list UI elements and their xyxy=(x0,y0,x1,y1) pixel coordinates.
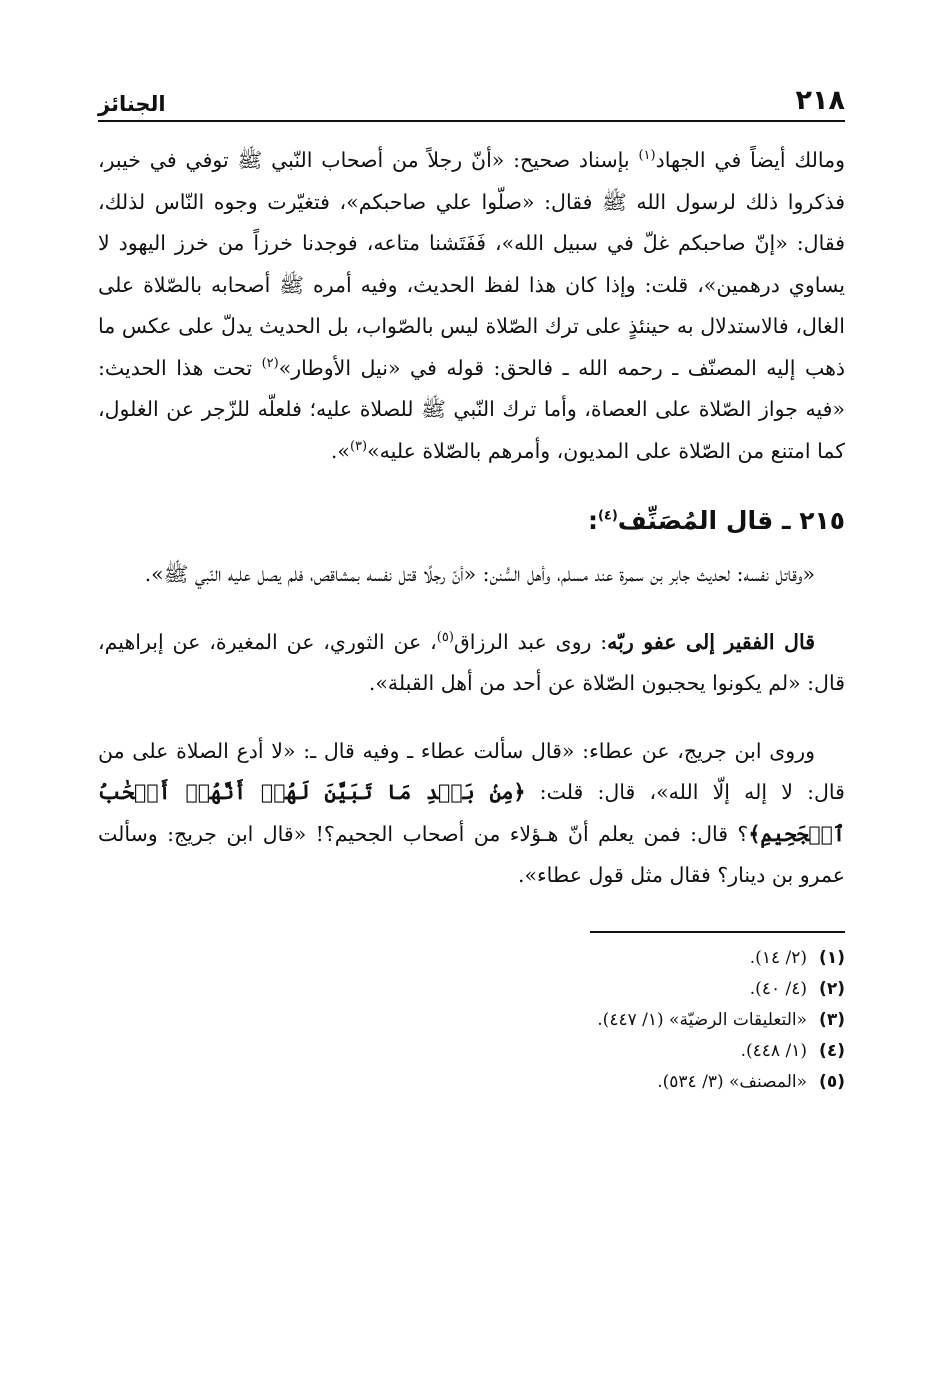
footnote-divider xyxy=(590,931,845,933)
text-segment: وروى ابن جريج، عن عطاء: «قال سألت عطاء ـ وفيه قال ـ: «لا أدع الصلاة على من قال: لا إله إلّا الله»، قال: قلت: xyxy=(98,738,845,804)
paragraph-abd-al-razzaq xyxy=(98,622,845,705)
text-segment: ؟ قال: فمن يعلم أنّ هـؤلاء من أصحاب الجحيم؟! «قال ابن جريج: وسألت عمرو بن دينار؟ فقال مثل قول عطاء». xyxy=(98,821,845,887)
quran-verse: ﴿مِنۢ بَعۡدِ مَا تَبَيَّنَ لَهُمۡ أَنَّهُمۡ أَصۡحَٰبُ ٱلۡجَحِيمِ﴾ xyxy=(98,780,845,846)
page-number: ٢١٨ xyxy=(795,85,845,116)
footnote-5 xyxy=(98,1067,845,1098)
text-segment: ، عن الثوري، عن المغيرة، عن إبراهيم، قال: «لم يكونوا يحجبون الصّلاة عن أحد من أهل القبلة». xyxy=(98,629,845,695)
footnote-ref-3[interactable]: (٣) xyxy=(349,438,368,454)
footnote-ref-4[interactable]: (٤) xyxy=(597,508,618,524)
footnote-text: (٤/ ٤٠). xyxy=(749,978,807,999)
paragraph-suicide-ruling: «وقاتل نفسه: لحديث جابر بن سمرة عند مسلم، وأهل السُّنن: «أنّ رجلًا قتل نفسه بمشاقص، فلم يصل عليه النّبي ﷺ». xyxy=(144,562,815,586)
footnote-text: (١/ ٤٤٨). xyxy=(740,1040,807,1061)
section-heading-215 xyxy=(98,500,845,542)
footnote-number: (٣) xyxy=(819,1009,845,1030)
text-segment: بإسناد صحيح: «أنّ رجلاً من أصحاب النّبي ﷺ توفي في خيبر، فذكروا ذلك لرسول الله ﷺ فقال: «صلّوا علي صاحبكم»، فتغيّرت وجوه النّاس لذلك، فقال: «إنّ صاحبكم غلّ في سبيل الله»، فَفَتَشنا متاعه، فوجدنا خرزاً من خرز اليهود لا يساوي درهمين»، قلت: وإذا كان هذا لفظ الحديث، وفيه أمره ﷺ أصحابه بالصّلاة على الغال، فالاستدلال به حينئذٍ على ترك الصّلاة ليس بالصّواب، بل الحديث يدلّ على عكس ما ذهب إليه المصنّف ـ رحمه الله ـ فالحق: قوله في «نيل الأوطار» xyxy=(98,148,846,380)
footnote-number: (١) xyxy=(819,947,845,968)
footnote-ref-2[interactable]: (٢) xyxy=(261,355,279,371)
running-header xyxy=(98,80,845,122)
footnote-2 xyxy=(98,974,845,1005)
footnote-3 xyxy=(98,1005,845,1036)
paragraph-ibn-jurayj xyxy=(98,731,845,897)
footnote-number: (٥) xyxy=(819,1071,845,1092)
text-segment: ومالك أيضاً في الجهاد xyxy=(655,148,845,172)
book-page xyxy=(98,80,845,1098)
text-segment: ». xyxy=(330,438,350,463)
footnote-1 xyxy=(98,943,845,974)
paragraph-malik-hadith xyxy=(98,140,845,472)
footnote-text: «التعليقات الرضيّة» (١/ ٤٤٧). xyxy=(597,1009,807,1030)
footnote-text: «المصنف» (٣/ ٥٣٤). xyxy=(657,1071,807,1092)
chapter-title: الجنائز xyxy=(98,92,166,116)
section-title-end: : xyxy=(587,506,598,535)
footnote-text: (٢/ ١٤). xyxy=(749,947,807,968)
footnote-number: (٤) xyxy=(819,1040,845,1061)
section-title: ٢١٥ ـ قال المُصَنِّف xyxy=(617,506,845,535)
text-segment: : روى عبد الرزاق xyxy=(453,629,608,654)
footnote-4 xyxy=(98,1036,845,1067)
footnotes xyxy=(98,943,845,1098)
footnote-number: (٢) xyxy=(819,978,845,999)
author-lead: قال الفقير إلى عفو ربّه xyxy=(607,629,816,654)
footnote-ref-1[interactable]: (١) xyxy=(638,148,656,164)
text-segment: تحت هذا الحديث: «فيه جواز الصّلاة على العصاة، وأما ترك النّبي ﷺ للصلاة عليه؛ فلعلّه للزّجر عن الغلول، كما امتنع من الصّلاة على المديون، وأمرهم بالصّلاة عليه» xyxy=(98,355,845,463)
footnote-ref-5[interactable]: (٥) xyxy=(436,629,454,645)
